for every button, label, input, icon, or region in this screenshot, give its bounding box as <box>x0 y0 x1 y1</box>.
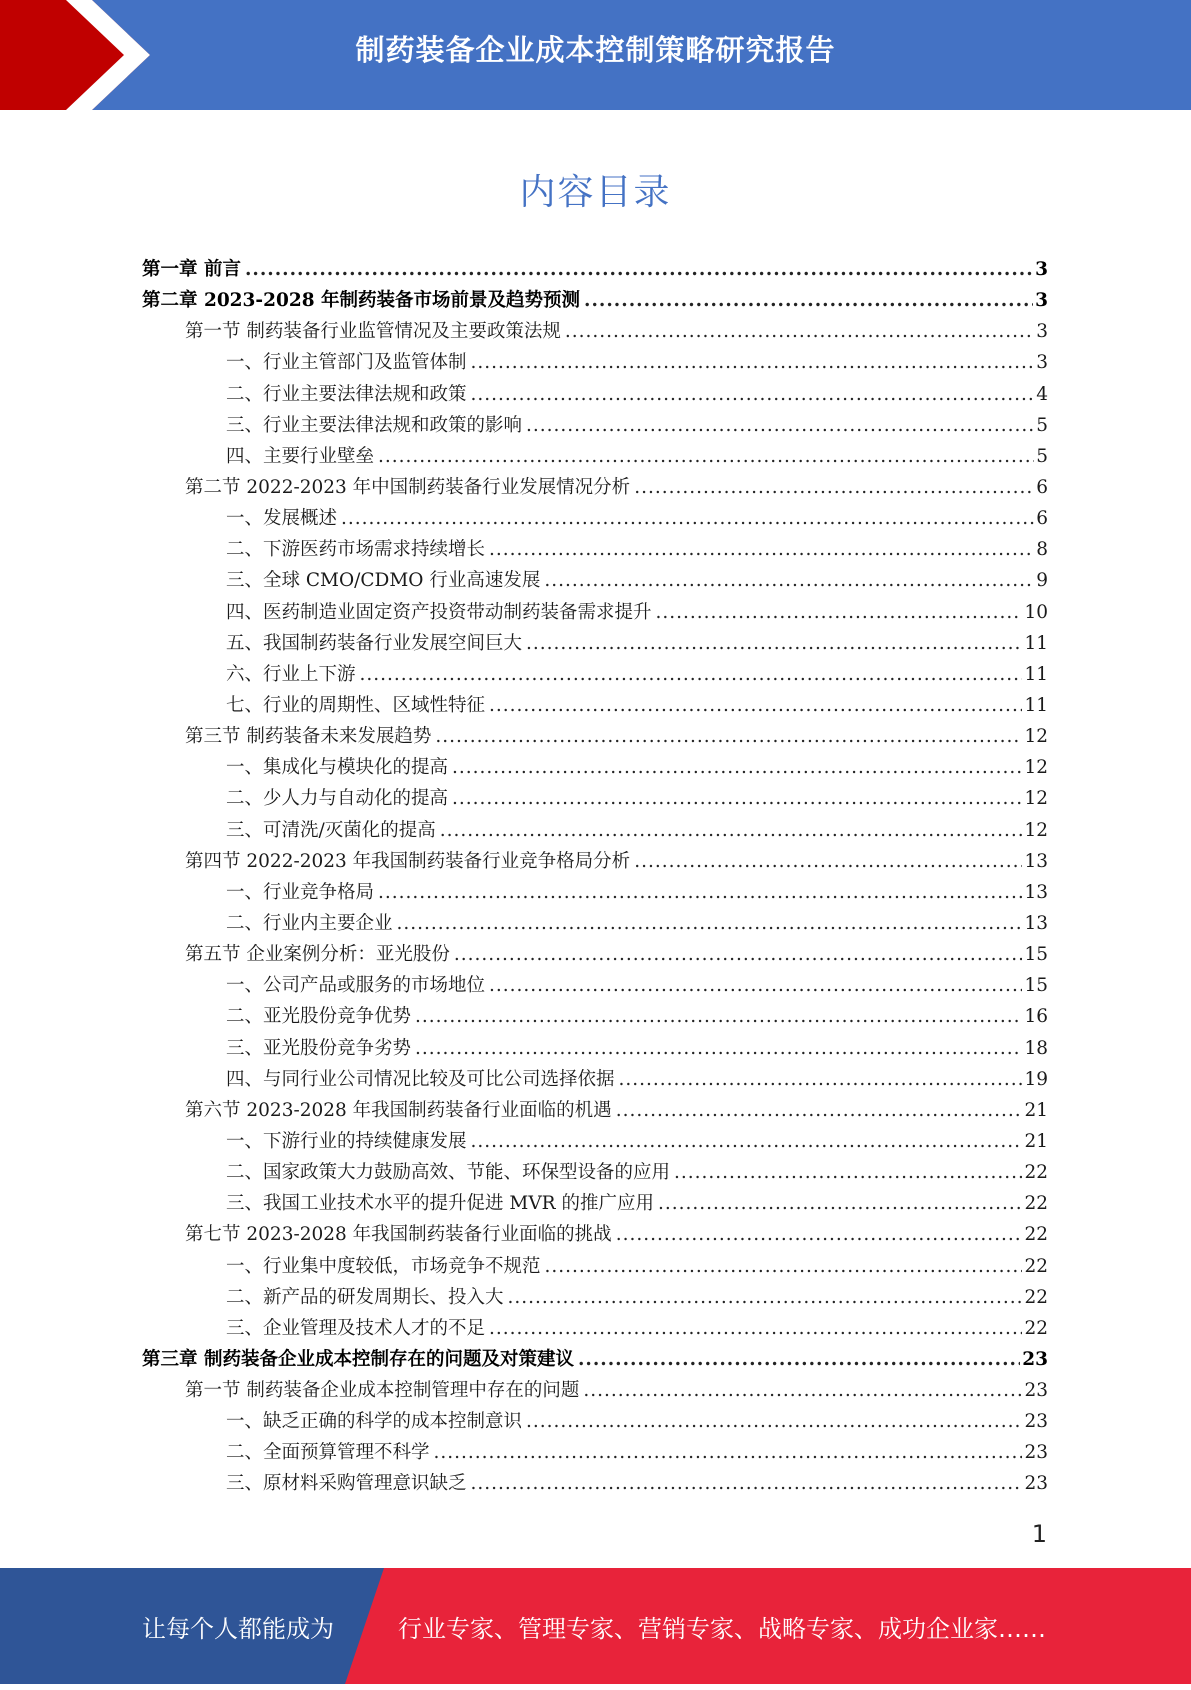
toc-dot-leader <box>489 1313 1022 1344</box>
toc-entry-page: 11 <box>1024 632 1048 654</box>
toc-entry-page: 12 <box>1024 819 1048 841</box>
toc-entry-title: 七、行业的周期性、区域性特征 <box>226 694 486 716</box>
toc-entry-title: 第一节 制药装备行业监管情况及主要政策法规 <box>185 321 561 343</box>
toc-dot-leader <box>619 1064 1023 1095</box>
toc-entry-title: 一、行业主管部门及监管体制 <box>226 352 467 374</box>
toc-entry-page: 22 <box>1024 1224 1048 1246</box>
toc-entry-page: 6 <box>1036 508 1048 530</box>
toc-entry-page: 3 <box>1036 321 1048 343</box>
toc-dot-leader <box>471 347 1035 378</box>
toc-entry[interactable] <box>142 1313 1048 1344</box>
page-number: 1 <box>1031 1520 1047 1548</box>
toc-entry[interactable] <box>142 347 1048 378</box>
toc-dot-leader <box>526 1406 1022 1437</box>
toc-entry-page: 23 <box>1022 1348 1048 1370</box>
toc-entry[interactable] <box>142 1251 1048 1282</box>
toc-dot-leader <box>452 783 1022 814</box>
toc-entry[interactable] <box>142 1468 1048 1499</box>
toc-dot-leader <box>578 1344 1020 1375</box>
toc-dot-leader <box>489 534 1034 565</box>
toc-dot-leader <box>471 1126 1023 1157</box>
toc-entry[interactable] <box>142 1001 1048 1032</box>
toc-dot-leader <box>508 1282 1023 1313</box>
toc-entry[interactable] <box>142 285 1048 316</box>
toc-entry[interactable] <box>142 1064 1048 1095</box>
toc-dot-leader <box>440 815 1023 846</box>
toc-dot-leader <box>545 1251 1023 1282</box>
toc-dot-leader <box>656 597 1023 628</box>
toc-entry-page: 19 <box>1024 1068 1048 1090</box>
toc-entry-title: 三、原材料采购管理意识缺乏 <box>226 1473 467 1495</box>
toc-entry-page: 3 <box>1035 259 1048 280</box>
toc-entry-title: 四、主要行业壁垒 <box>226 445 375 467</box>
toc-entry-title: 五、我国制药装备行业发展空间巨大 <box>226 632 523 654</box>
header-banner <box>0 0 1191 110</box>
toc-dot-leader <box>544 565 1034 596</box>
toc-entry-page: 21 <box>1024 1130 1048 1152</box>
report-title: 制药装备企业成本控制策略研究报告 <box>355 33 836 67</box>
toc-dot-leader <box>378 877 1022 908</box>
toc-entry[interactable] <box>142 1033 1048 1064</box>
toc-dot-leader <box>658 1188 1022 1219</box>
toc-entry[interactable] <box>142 846 1048 877</box>
toc-entry-title: 一、集成化与模块化的提高 <box>226 757 449 779</box>
toc-entry-title: 第二章 2023-2028 年制药装备市场前景及趋势预测 <box>142 290 581 312</box>
toc-entry-title: 第六节 2023-2028 年我国制药装备行业面临的机遇 <box>185 1099 612 1121</box>
footer-slogan-left: 让每个人都能成为 <box>142 1615 334 1643</box>
table-of-contents <box>142 254 1048 1500</box>
toc-entry-page: 23 <box>1024 1380 1048 1402</box>
toc-entry[interactable] <box>142 1406 1048 1437</box>
toc-entry-title: 第一节 制药装备企业成本控制管理中存在的问题 <box>185 1380 580 1402</box>
toc-entry-title: 二、国家政策大力鼓励高效、节能、环保型设备的应用 <box>226 1162 671 1184</box>
toc-entry-title: 一、发展概述 <box>226 508 338 530</box>
toc-entry-title: 第七节 2023-2028 年我国制药装备行业面临的挑战 <box>185 1224 612 1246</box>
toc-entry-page: 12 <box>1024 757 1048 779</box>
toc-dot-leader <box>526 410 1034 441</box>
toc-entry-title: 第四节 2022-2023 年我国制药装备行业竞争格局分析 <box>185 850 631 872</box>
toc-dot-leader <box>378 441 1034 472</box>
toc-entry[interactable] <box>142 410 1048 441</box>
toc-entry-page: 22 <box>1024 1162 1048 1184</box>
toc-entry[interactable] <box>142 254 1048 285</box>
toc-entry[interactable] <box>142 970 1048 1001</box>
toc-entry[interactable] <box>142 628 1048 659</box>
toc-dot-leader <box>434 1437 1023 1468</box>
toc-entry-page: 3 <box>1036 352 1048 374</box>
toc-dot-leader <box>634 846 1022 877</box>
footer-slogan-right: 行业专家、管理专家、营销专家、战略专家、成功企业家…… <box>398 1615 1046 1643</box>
toc-dot-leader <box>616 1095 1023 1126</box>
toc-entry-title: 一、下游行业的持续健康发展 <box>226 1130 467 1152</box>
toc-entry[interactable] <box>142 1095 1048 1126</box>
toc-dot-leader <box>565 316 1034 347</box>
toc-entry-title: 二、行业主要法律法规和政策 <box>226 383 467 405</box>
toc-entry[interactable] <box>142 1282 1048 1313</box>
toc-entry-title: 第一章 前言 <box>142 259 241 280</box>
toc-dot-leader <box>489 970 1022 1001</box>
toc-entry-page: 15 <box>1024 975 1048 997</box>
toc-entry-page: 12 <box>1024 726 1048 748</box>
toc-heading: 内容目录 <box>519 172 672 213</box>
toc-dot-leader <box>397 908 1023 939</box>
toc-entry[interactable] <box>142 815 1048 846</box>
toc-entry-title: 第五节 企业案例分析：亚光股份 <box>185 944 450 966</box>
toc-entry[interactable] <box>142 690 1048 721</box>
toc-entry[interactable] <box>142 877 1048 908</box>
toc-entry-title: 二、亚光股份竞争优势 <box>226 1006 412 1028</box>
toc-entry-page: 21 <box>1024 1099 1048 1121</box>
toc-entry-page: 9 <box>1036 570 1048 592</box>
toc-entry[interactable] <box>142 1437 1048 1468</box>
toc-entry-page: 22 <box>1024 1193 1048 1215</box>
toc-entry-page: 5 <box>1036 445 1048 467</box>
toc-entry-page: 8 <box>1036 539 1048 561</box>
toc-dot-leader <box>454 939 1023 970</box>
toc-entry-title: 二、少人力与自动化的提高 <box>226 788 449 810</box>
footer-banner <box>0 1568 1191 1684</box>
toc-entry[interactable] <box>142 1344 1048 1375</box>
toc-entry-title: 三、亚光股份竞争劣势 <box>226 1037 412 1059</box>
toc-entry-page: 23 <box>1024 1473 1048 1495</box>
toc-entry-page: 13 <box>1024 912 1048 934</box>
toc-entry[interactable] <box>142 441 1048 472</box>
toc-entry-title: 一、公司产品或服务的市场地位 <box>226 975 486 997</box>
toc-dot-leader <box>583 1375 1022 1406</box>
toc-entry-title: 一、行业竞争格局 <box>226 881 375 903</box>
toc-entry-title: 二、全面预算管理不科学 <box>226 1442 430 1464</box>
toc-entry-title: 三、全球 CMO/CDMO 行业高速发展 <box>226 570 541 592</box>
toc-entry-page: 15 <box>1024 944 1048 966</box>
toc-dot-leader <box>471 379 1035 410</box>
toc-entry[interactable] <box>142 379 1048 410</box>
toc-dot-leader <box>584 285 1033 316</box>
toc-entry[interactable] <box>142 1188 1048 1219</box>
toc-dot-leader <box>360 659 1023 690</box>
toc-entry-page: 12 <box>1024 788 1048 810</box>
toc-entry-page: 11 <box>1024 694 1048 716</box>
toc-entry[interactable] <box>142 597 1048 628</box>
toc-dot-leader <box>341 503 1034 534</box>
toc-entry-page: 22 <box>1024 1317 1048 1339</box>
toc-entry-page: 23 <box>1024 1442 1048 1464</box>
toc-dot-leader <box>674 1157 1022 1188</box>
toc-entry[interactable] <box>142 1126 1048 1157</box>
toc-dot-leader <box>471 1468 1023 1499</box>
toc-entry-title: 三、行业主要法律法规和政策的影响 <box>226 414 523 436</box>
toc-entry-title: 一、缺乏正确的科学的成本控制意识 <box>226 1411 523 1433</box>
toc-dot-leader <box>634 472 1034 503</box>
toc-entry[interactable] <box>142 721 1048 752</box>
toc-entry-page: 16 <box>1024 1006 1048 1028</box>
toc-dot-leader <box>616 1219 1023 1250</box>
toc-entry-page: 23 <box>1024 1411 1048 1433</box>
toc-entry-page: 3 <box>1035 290 1048 312</box>
toc-dot-leader <box>435 721 1022 752</box>
toc-entry[interactable] <box>142 783 1048 814</box>
toc-entry[interactable] <box>142 908 1048 939</box>
toc-entry[interactable] <box>142 503 1048 534</box>
toc-entry-title: 第三节 制药装备未来发展趋势 <box>185 726 432 748</box>
toc-entry-page: 11 <box>1024 663 1048 685</box>
toc-entry-page: 13 <box>1024 881 1048 903</box>
toc-entry-title: 第二节 2022-2023 年中国制药装备行业发展情况分析 <box>185 476 631 498</box>
toc-dot-leader <box>245 254 1033 285</box>
toc-entry[interactable] <box>142 659 1048 690</box>
toc-entry[interactable] <box>142 472 1048 503</box>
toc-entry[interactable] <box>142 534 1048 565</box>
toc-entry-page: 5 <box>1036 414 1048 436</box>
toc-entry[interactable] <box>142 1157 1048 1188</box>
toc-entry-page: 10 <box>1024 601 1048 623</box>
toc-dot-leader <box>415 1033 1022 1064</box>
toc-entry-title: 第三章 制药装备企业成本控制存在的问题及对策建议 <box>142 1348 574 1370</box>
toc-entry-page: 22 <box>1024 1286 1048 1308</box>
toc-entry-title: 四、与同行业公司情况比较及可比公司选择依据 <box>226 1068 615 1090</box>
toc-entry-title: 六、行业上下游 <box>226 663 356 685</box>
toc-entry[interactable] <box>142 1219 1048 1250</box>
toc-entry-page: 18 <box>1024 1037 1048 1059</box>
toc-dot-leader <box>452 752 1022 783</box>
toc-entry-title: 三、我国工业技术水平的提升促进 MVR 的推广应用 <box>226 1193 654 1215</box>
toc-dot-leader <box>415 1001 1022 1032</box>
toc-entry-page: 22 <box>1024 1255 1048 1277</box>
toc-entry-title: 一、行业集中度较低，市场竞争不规范 <box>226 1255 541 1277</box>
toc-entry-page: 6 <box>1036 476 1048 498</box>
toc-entry-page: 13 <box>1024 850 1048 872</box>
toc-entry[interactable] <box>142 939 1048 970</box>
toc-entry-title: 二、新产品的研发周期长、投入大 <box>226 1286 504 1308</box>
toc-entry-title: 三、企业管理及技术人才的不足 <box>226 1317 486 1339</box>
toc-entry-page: 4 <box>1036 383 1048 405</box>
toc-entry-title: 二、行业内主要企业 <box>226 912 393 934</box>
toc-entry-title: 三、可清洗/灭菌化的提高 <box>226 819 436 841</box>
toc-entry-title: 四、医药制造业固定资产投资带动制药装备需求提升 <box>226 601 652 623</box>
toc-entry[interactable] <box>142 565 1048 596</box>
toc-entry[interactable] <box>142 752 1048 783</box>
toc-entry[interactable] <box>142 316 1048 347</box>
toc-dot-leader <box>489 690 1022 721</box>
toc-entry-title: 二、下游医药市场需求持续增长 <box>226 539 486 561</box>
toc-entry[interactable] <box>142 1375 1048 1406</box>
toc-dot-leader <box>526 628 1022 659</box>
